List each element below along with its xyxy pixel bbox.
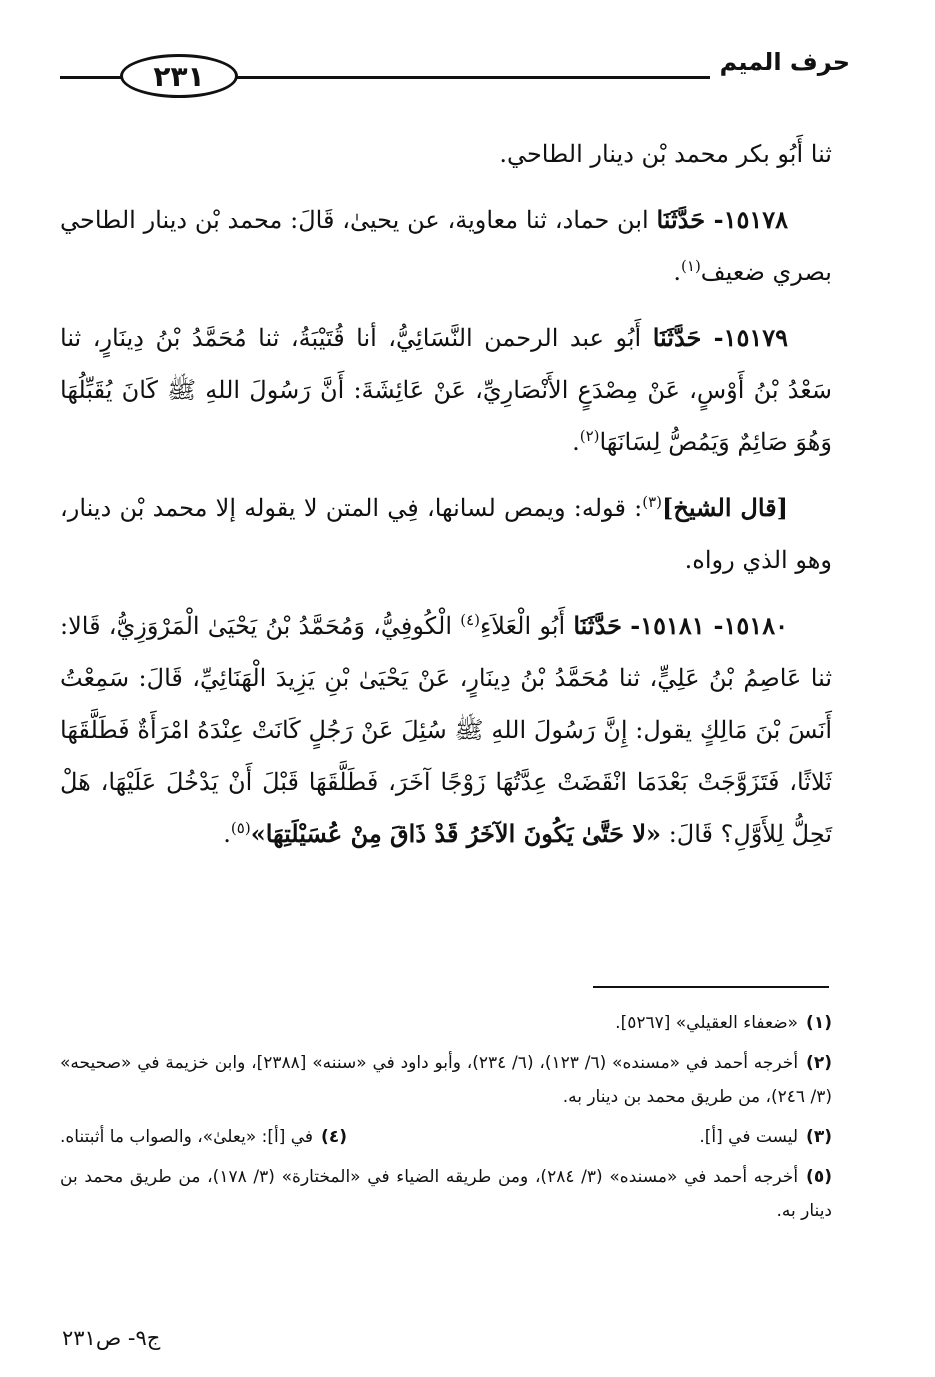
footnote-separator [593,986,829,988]
main-text [60,128,832,874]
footnote-ref: (٢) [579,427,600,445]
hadith-15180 [60,600,832,860]
footnote-row-3-4 [60,1120,832,1154]
footnote-5 [60,1160,832,1228]
sheikh-label: [قال الشيخ] [662,493,788,522]
hadith-text: أَبُو عبد الرحمن النَّسَائِيُّ، أنا قُتَيْبَةُ، ثنا مُحَمَّدُ بْنُ دِينَارٍ، ثنا سَعْدُ بْنُ أَوْسٍ، عَنْ مِصْدَعٍ الأَنْصَارِيِّ، عَنْ عَائِشَةَ: أَنَّ رَسُولَ اللهِ ﷺ كَانَ يُقَبِّلُهَا وَهُوَ صَائِمٌ وَيَمُصُّ لِسَانَهَا [60,324,832,456]
period: . [673,258,682,286]
hadith-number: ١٥١٨٠- ١٥١٨١- [630,611,788,640]
period: . [223,820,231,848]
hadith-text: ابن حماد، ثنا معاوية، عن يحيىٰ، قَالَ: محمد بْن دينار الطاحي بصري ضعيف [60,206,832,286]
comment-text: : قوله: ويمص لسانها، فِي المتن لا يقوله إلا محمد بْن دينار، وهو الذي رواه. [60,494,832,574]
footnote-3 [699,1120,832,1154]
sheikh-comment [60,482,832,586]
period: . [572,428,580,456]
footnote-2 [60,1046,832,1114]
footnote-marker: (٥) [806,1167,832,1187]
haddathana: حَدَّثَنَا [573,611,622,640]
footnote-marker: (١) [806,1013,832,1033]
footnote-1 [60,1006,832,1040]
footnote-ref: (٤) [460,611,480,629]
footnote-text: أخرجه أحمد في «مسنده» (٣/ ٢٨٤)، ومن طريقه الضياء في «المختارة» (٣/ ١٧٨)، من طريق محمد بن دينار به. [60,1167,832,1221]
hadith-text-b: الْكُوفِيُّ، وَمُحَمَّدُ بْنُ يَحْيَىٰ الْمَرْوَزِيُّ، قَالا: ثنا عَاصِمُ بْنُ عَلِيٍّ، ثنا مُحَمَّدُ بْنُ دِينَارٍ، عَنْ يَحْيَىٰ بْنِ يَزِيدَ الْهَنَائِيِّ، قَالَ: سَمِعْتُ أَنَسَ بْنَ مَالِكٍ يقول: إِنَّ رَسُولَ اللهِ ﷺ سُئِلَ عَنْ رَجُلٍ كَانَتْ عِنْدَهُ امْرَأَةٌ فَطَلَّقَهَا ثَلاثًا، فَتَزَوَّجَتْ بَعْدَمَا انْقَضَتْ عِدَّتُهَا زَوْجًا آخَرَ، فَطَلَّقَهَا قَبْلَ أَنْ يَدْخُلَ عَلَيْهَا، هَلْ تَحِلُّ لِلأَوَّلِ؟ قَالَ: [60,612,833,848]
page-number: ٢٣١ [153,59,205,93]
hadith-15179 [60,312,832,468]
footnote-ref: (٣) [642,493,662,511]
footnote-marker: (٢) [806,1053,832,1073]
hadith-number: ١٥١٧٩- حَدَّثَنَا [652,323,788,352]
hadith-text-a: أَبُو الْعَلاَءِ [480,612,566,640]
hadith-15178 [60,194,832,298]
footnote-text: أخرجه أحمد في «مسنده» (٦/ ١٢٣)، (٦/ ٢٣٤)، وأبو داود في «سننه» [٢٣٨٨]، وابن خزيمة في «صحيحه» (٣/ ٢٤٦)، من طريق محمد بن دينار به. [60,1053,832,1107]
footnote-text: ليست في [أ]. [699,1127,799,1147]
footnotes [60,1006,832,1234]
running-title: حرف الميم [719,48,850,76]
volume-page-signature: ج٩- ص٢٣١ [62,1326,161,1350]
footnote-ref: (٥) [230,819,251,837]
footnote-text: «ضعفاء العقيلي» [٥٢٦٧]. [615,1013,799,1033]
footnote-text: في [أ]: «يعلىٰ»، والصواب ما أثبتناه. [60,1127,314,1147]
page-header [60,40,850,100]
paragraph-intro [60,128,832,180]
page-number-badge [120,54,238,98]
paragraph-intro-text: ثنا أَبُو بكر محمد بْن دينار الطاحي. [499,140,832,168]
footnote-marker: (٤) [321,1127,347,1147]
footnote-ref: (١) [681,257,701,275]
hadith-number: ١٥١٧٨- حَدَّثَنَا [656,205,789,234]
footnote-marker: (٣) [806,1127,832,1147]
prophet-saying: «لا حَتَّىٰ يَكُونَ الآخَرُ قَدْ ذَاقَ مِنْ عُسَيْلَتِهَا» [250,819,662,848]
footnote-4 [60,1120,347,1154]
